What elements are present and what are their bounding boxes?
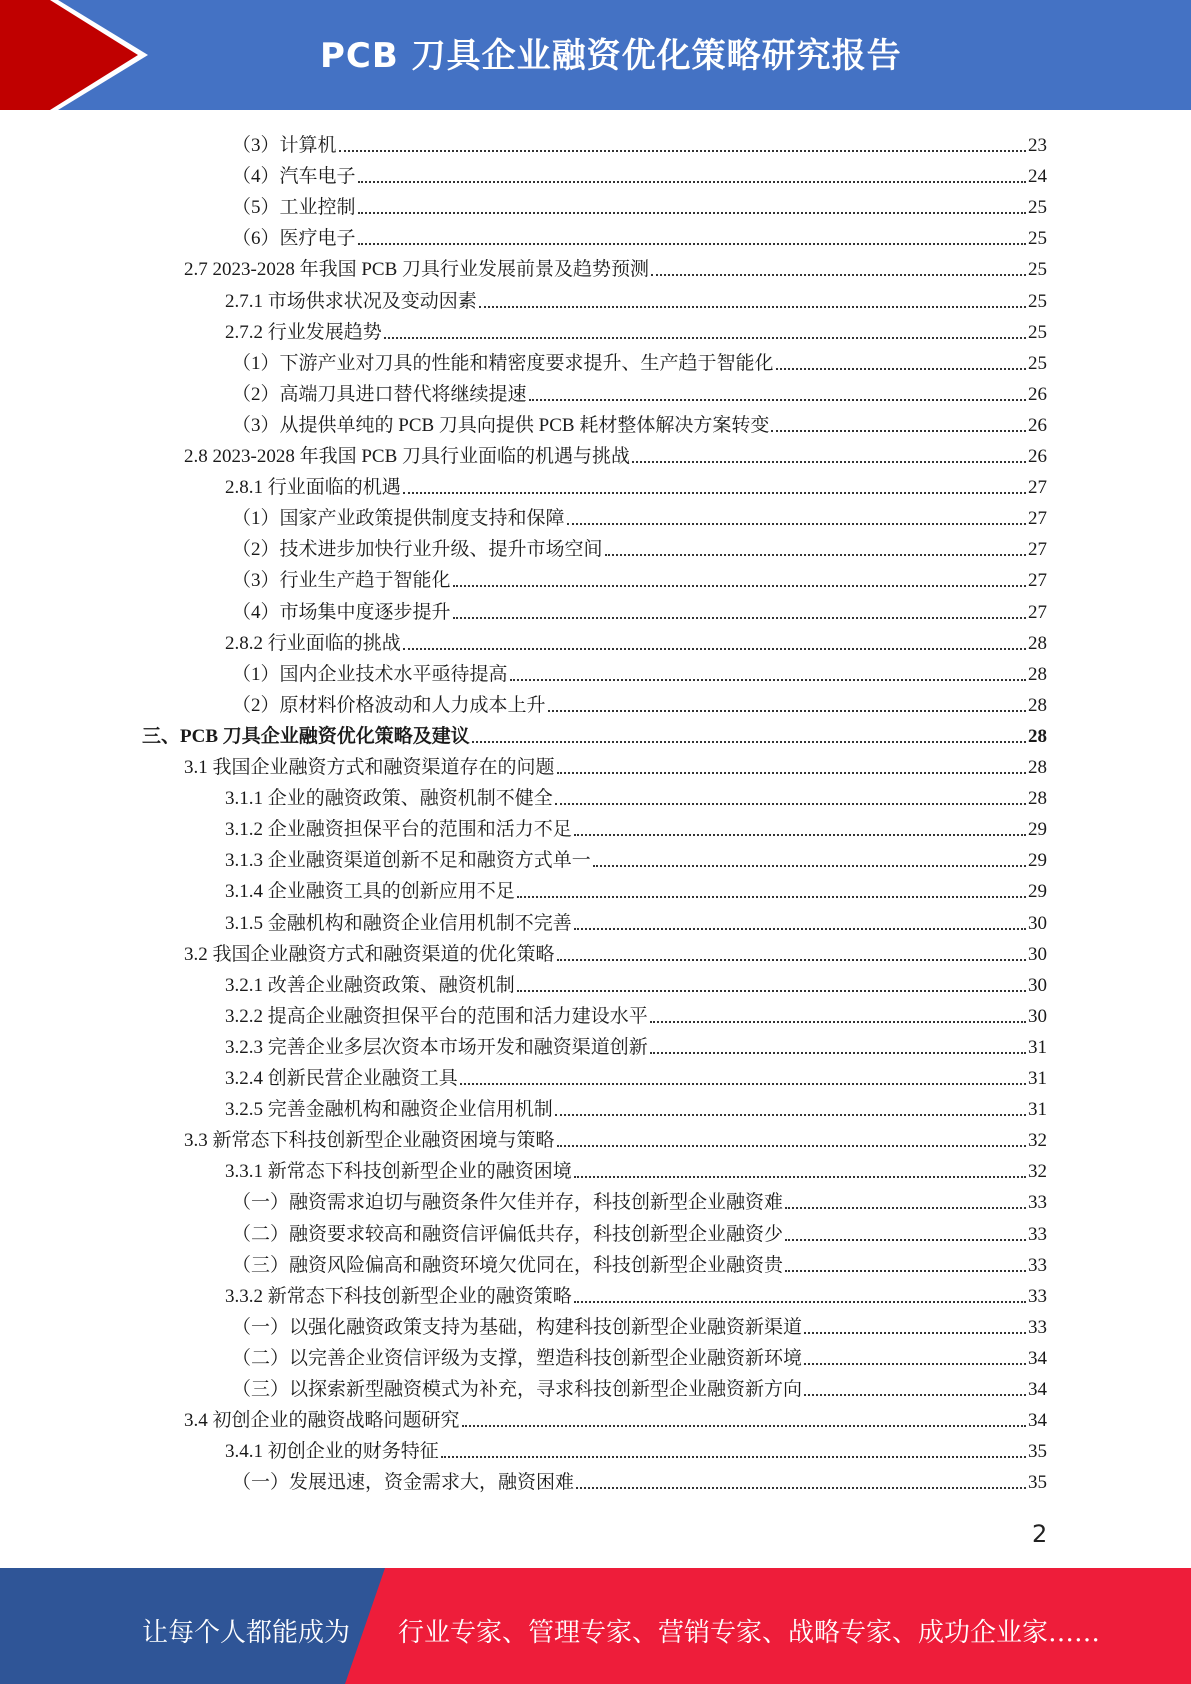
toc-entry-page: 30 bbox=[1028, 912, 1047, 934]
toc-entry[interactable] bbox=[184, 749, 1047, 780]
toc-entry-title: （3）行业生产趋于智能化 bbox=[232, 570, 451, 592]
toc-entry-page: 33 bbox=[1028, 1254, 1047, 1276]
toc-entry-page: 25 bbox=[1028, 197, 1047, 219]
footer-slogan-right: 行业专家、管理专家、营销专家、战略专家、成功企业家…… bbox=[398, 1618, 1101, 1648]
toc-entry-title: （1）下游产业对刀具的性能和精密度要求提升、生产趋于智能化 bbox=[232, 352, 774, 374]
toc-entry-title: 3.1.3 企业融资渠道创新不足和融资方式单一 bbox=[225, 850, 591, 872]
toc-entry-page: 27 bbox=[1028, 570, 1047, 592]
toc-entry-page: 27 bbox=[1028, 601, 1047, 623]
toc-dot-leader bbox=[804, 1332, 1026, 1334]
toc-entry[interactable] bbox=[142, 718, 1047, 749]
toc-entry[interactable] bbox=[232, 687, 1047, 718]
toc-dot-leader bbox=[785, 1207, 1026, 1209]
toc-entry-title: 3.3 新常态下科技创新型企业融资困境与策略 bbox=[184, 1130, 555, 1152]
toc-entry-title: 3.3.2 新常态下科技创新型企业的融资策略 bbox=[225, 1285, 572, 1307]
toc-dot-leader bbox=[441, 1456, 1026, 1458]
toc-dot-leader bbox=[358, 181, 1026, 183]
toc-entry-title: （5）工业控制 bbox=[232, 197, 356, 219]
toc-entry-page: 31 bbox=[1028, 1036, 1047, 1058]
page-number: 2 bbox=[1032, 1520, 1048, 1548]
toc-entry-title: （2）原材料价格波动和人力成本上升 bbox=[232, 694, 546, 716]
toc-entry-page: 30 bbox=[1028, 974, 1047, 996]
toc-entry-page: 25 bbox=[1028, 321, 1047, 343]
toc-entry[interactable] bbox=[225, 314, 1047, 345]
toc-dot-leader bbox=[358, 243, 1026, 245]
toc-entry-title: 3.1.4 企业融资工具的创新应用不足 bbox=[225, 881, 515, 903]
toc-dot-leader bbox=[339, 150, 1026, 152]
toc-entry-page: 32 bbox=[1028, 1130, 1047, 1152]
toc-entry-page: 30 bbox=[1028, 943, 1047, 965]
toc-entry-title: （1）国内企业技术水平亟待提高 bbox=[232, 663, 508, 685]
toc-dot-leader bbox=[785, 1270, 1026, 1272]
toc-dot-leader bbox=[557, 959, 1026, 961]
toc-entry-page: 28 bbox=[1028, 663, 1047, 685]
toc-entry[interactable] bbox=[184, 251, 1047, 282]
toc-dot-leader bbox=[403, 648, 1026, 650]
toc-dot-leader bbox=[548, 710, 1026, 712]
toc-entry-page: 27 bbox=[1028, 477, 1047, 499]
toc-entry[interactable] bbox=[225, 780, 1047, 811]
toc-entry-title: 3.3.1 新常态下科技创新型企业的融资困境 bbox=[225, 1161, 572, 1183]
toc-entry-page: 34 bbox=[1028, 1379, 1047, 1400]
toc-entry-title: （1）国家产业政策提供制度支持和保障 bbox=[232, 508, 565, 530]
toc-entry-page: 26 bbox=[1028, 383, 1047, 405]
toc-dot-leader bbox=[555, 803, 1026, 805]
toc-entry-title: （2）技术进步加快行业升级、提升市场空间 bbox=[232, 539, 603, 561]
toc-entry[interactable] bbox=[232, 1464, 1047, 1495]
toc-entry-title: （4）市场集中度逐步提升 bbox=[232, 601, 451, 623]
toc-entry[interactable] bbox=[232, 562, 1047, 593]
toc-dot-leader bbox=[555, 1114, 1026, 1116]
toc-dot-leader bbox=[574, 1301, 1026, 1303]
toc-entry[interactable] bbox=[225, 905, 1047, 936]
toc-entry-title: （三）以探索新型融资模式为补充，寻求科技创新型企业融资新方向 bbox=[232, 1379, 803, 1400]
toc-entry-title: （三）融资风险偏高和融资环境欠优同在，科技创新型企业融资贵 bbox=[232, 1254, 784, 1276]
toc-entry-title: （一）融资需求迫切与融资条件欠佳并存，科技创新型企业融资难 bbox=[232, 1192, 784, 1214]
toc-entry-page: 33 bbox=[1028, 1223, 1047, 1245]
toc-dot-leader bbox=[771, 430, 1026, 432]
toc-entry[interactable] bbox=[232, 1309, 1047, 1340]
toc-entry[interactable] bbox=[225, 1091, 1047, 1122]
page-header bbox=[0, 0, 1191, 110]
footer-slogan-left: 让每个人都能成为 bbox=[142, 1618, 351, 1648]
toc-entry-page: 28 bbox=[1028, 694, 1047, 716]
toc-entry-title: 3.1.5 金融机构和融资企业信用机制不完善 bbox=[225, 912, 572, 934]
page-footer bbox=[0, 1568, 1191, 1684]
toc-entry-page: 25 bbox=[1028, 259, 1047, 281]
toc-dot-leader bbox=[574, 834, 1026, 836]
toc-entry-page: 29 bbox=[1028, 850, 1047, 872]
toc-dot-leader bbox=[529, 399, 1026, 401]
toc-dot-leader bbox=[650, 1052, 1026, 1054]
toc-dot-leader bbox=[785, 1239, 1026, 1241]
toc-entry-page: 33 bbox=[1028, 1192, 1047, 1214]
toc-dot-leader bbox=[557, 772, 1026, 774]
toc-entry-title: 3.2.5 完善金融机构和融资企业信用机制 bbox=[225, 1099, 553, 1121]
toc-entry[interactable] bbox=[232, 531, 1047, 562]
toc-entry[interactable] bbox=[232, 500, 1047, 531]
toc-entry-title: 3.4 初创企业的融资战略问题研究 bbox=[184, 1410, 460, 1432]
toc-entry[interactable] bbox=[232, 1216, 1047, 1247]
toc-entry[interactable] bbox=[232, 189, 1047, 220]
toc-entry-page: 27 bbox=[1028, 508, 1047, 530]
toc-entry[interactable] bbox=[225, 967, 1047, 998]
toc-dot-leader bbox=[472, 741, 1026, 743]
red-chevron-decoration bbox=[0, 0, 170, 110]
toc-entry-page: 34 bbox=[1028, 1347, 1047, 1369]
toc-entry-page: 33 bbox=[1028, 1316, 1047, 1338]
toc-entry-title: （二）以完善企业资信评级为支撑，塑造科技创新型企业融资新环境 bbox=[232, 1347, 803, 1369]
toc-entry-title: （3）计算机 bbox=[232, 135, 337, 156]
toc-dot-leader bbox=[804, 1394, 1026, 1396]
toc-entry-page: 31 bbox=[1028, 1068, 1047, 1089]
toc-dot-leader bbox=[479, 306, 1026, 308]
toc-entry[interactable] bbox=[184, 438, 1047, 469]
toc-entry[interactable] bbox=[232, 158, 1047, 189]
toc-entry[interactable] bbox=[232, 345, 1047, 376]
toc-entry-title: 3.2.4 创新民营企业融资工具 bbox=[225, 1068, 458, 1089]
toc-entry[interactable] bbox=[184, 936, 1047, 967]
toc-entry[interactable] bbox=[225, 842, 1047, 873]
toc-entry-title: 3.4.1 初创企业的财务特征 bbox=[225, 1441, 439, 1463]
toc-entry[interactable] bbox=[225, 625, 1047, 656]
toc-dot-leader bbox=[453, 585, 1026, 587]
toc-entry-page: 23 bbox=[1028, 135, 1047, 156]
toc-entry-title: （一）以强化融资政策支持为基础，构建科技创新型企业融资新渠道 bbox=[232, 1316, 803, 1338]
report-title: PCB 刀具企业融资优化策略研究报告 bbox=[320, 36, 902, 76]
toc-dot-leader bbox=[517, 896, 1026, 898]
toc-entry-page: 27 bbox=[1028, 539, 1047, 561]
toc-entry-page: 26 bbox=[1028, 446, 1047, 467]
toc-dot-leader bbox=[574, 1176, 1026, 1178]
toc-dot-leader bbox=[605, 554, 1026, 556]
toc-dot-leader bbox=[517, 990, 1026, 992]
toc-entry-page: 35 bbox=[1028, 1472, 1047, 1494]
toc-entry-page: 30 bbox=[1028, 1005, 1047, 1027]
toc-dot-leader bbox=[403, 492, 1026, 494]
toc-entry-page: 25 bbox=[1028, 352, 1047, 374]
toc-entry-title: 3.2 我国企业融资方式和融资渠道的优化策略 bbox=[184, 943, 555, 965]
toc-entry[interactable] bbox=[225, 1433, 1047, 1464]
toc-entry[interactable] bbox=[232, 656, 1047, 687]
toc-entry-page: 33 bbox=[1028, 1285, 1047, 1307]
toc-entry-title: 2.7.2 行业发展趋势 bbox=[225, 321, 382, 343]
toc-dot-leader bbox=[574, 928, 1026, 930]
toc-entry-title: （2）高端刀具进口替代将继续提速 bbox=[232, 383, 527, 405]
toc-entry-title: 3.2.1 改善企业融资政策、融资机制 bbox=[225, 974, 515, 996]
toc-entry-title: 2.8.1 行业面临的机遇 bbox=[225, 477, 401, 499]
toc-entry[interactable] bbox=[225, 283, 1047, 314]
toc-entry-title: 2.8.2 行业面临的挑战 bbox=[225, 632, 401, 654]
toc-dot-leader bbox=[384, 337, 1026, 339]
toc-entry-title: （6）医疗电子 bbox=[232, 228, 356, 250]
toc-entry[interactable] bbox=[225, 873, 1047, 904]
toc-dot-leader bbox=[510, 679, 1026, 681]
toc-entry-page: 25 bbox=[1028, 228, 1047, 250]
toc-dot-leader bbox=[460, 1083, 1026, 1085]
toc-entry[interactable] bbox=[232, 376, 1047, 407]
toc-dot-leader bbox=[557, 1145, 1026, 1147]
toc-dot-leader bbox=[358, 212, 1026, 214]
toc-entry-page: 32 bbox=[1028, 1161, 1047, 1183]
toc-entry-page: 34 bbox=[1028, 1410, 1047, 1432]
toc-dot-leader bbox=[593, 865, 1026, 867]
toc-entry-page: 29 bbox=[1028, 881, 1047, 903]
toc-entry-page: 29 bbox=[1028, 819, 1047, 841]
toc-entry[interactable] bbox=[232, 220, 1047, 251]
toc-dot-leader bbox=[804, 1363, 1026, 1365]
toc-entry[interactable] bbox=[225, 1153, 1047, 1184]
toc-dot-leader bbox=[576, 1487, 1026, 1489]
toc-entry[interactable] bbox=[232, 594, 1047, 625]
toc-entry[interactable] bbox=[225, 469, 1047, 500]
toc-entry-page: 26 bbox=[1028, 414, 1047, 436]
toc-entry-page: 28 bbox=[1028, 632, 1047, 654]
toc-entry[interactable] bbox=[225, 998, 1047, 1029]
toc-dot-leader bbox=[651, 274, 1026, 276]
toc-entry[interactable] bbox=[184, 1122, 1047, 1153]
toc-dot-leader bbox=[567, 523, 1026, 525]
toc-entry-title: 3.2.2 提高企业融资担保平台的范围和活力建设水平 bbox=[225, 1005, 648, 1027]
toc-entry-title: 2.8 2023-2028 年我国 PCB 刀具行业面临的机遇与挑战 bbox=[184, 446, 630, 467]
toc-entry-page: 24 bbox=[1028, 166, 1047, 188]
toc-entry[interactable] bbox=[232, 1371, 1047, 1402]
toc-dot-leader bbox=[453, 617, 1026, 619]
toc-entry[interactable] bbox=[232, 1340, 1047, 1371]
toc-entry[interactable] bbox=[225, 1029, 1047, 1060]
toc-entry-title: 3.2.3 完善企业多层次资本市场开发和融资渠道创新 bbox=[225, 1036, 648, 1058]
toc-dot-leader bbox=[632, 461, 1026, 463]
toc-entry-page: 28 bbox=[1028, 757, 1047, 778]
toc-entry[interactable] bbox=[184, 1402, 1047, 1433]
toc-entry[interactable] bbox=[225, 811, 1047, 842]
toc-entry-title: （一）发展迅速，资金需求大，融资困难 bbox=[232, 1472, 575, 1494]
toc-entry-page: 31 bbox=[1028, 1099, 1047, 1121]
toc-dot-leader bbox=[776, 368, 1026, 370]
toc-entry-page: 28 bbox=[1028, 725, 1047, 747]
toc-entry-page: 25 bbox=[1028, 290, 1047, 312]
toc-entry[interactable] bbox=[232, 1247, 1047, 1278]
toc-entry-title: 3.1.2 企业融资担保平台的范围和活力不足 bbox=[225, 819, 572, 841]
toc-entry[interactable] bbox=[225, 1060, 1047, 1091]
toc-entry-page: 35 bbox=[1028, 1441, 1047, 1463]
toc-entry[interactable] bbox=[232, 407, 1047, 438]
toc-entry[interactable] bbox=[225, 1278, 1047, 1309]
toc-entry-title: （二）融资要求较高和融资信评偏低共存，科技创新型企业融资少 bbox=[232, 1223, 784, 1245]
toc-entry-title: （4）汽车电子 bbox=[232, 166, 356, 188]
toc-dot-leader bbox=[650, 1021, 1026, 1023]
toc-entry-title: 2.7 2023-2028 年我国 PCB 刀具行业发展前景及趋势预测 bbox=[184, 259, 649, 281]
toc-dot-leader bbox=[462, 1425, 1026, 1427]
toc-entry-page: 28 bbox=[1028, 788, 1047, 810]
toc-entry[interactable] bbox=[232, 127, 1047, 158]
toc-entry-title: 3.1 我国企业融资方式和融资渠道存在的问题 bbox=[184, 757, 555, 778]
toc-entry-title: 3.1.1 企业的融资政策、融资机制不健全 bbox=[225, 788, 553, 810]
toc-entry-title: 2.7.1 市场供求状况及变动因素 bbox=[225, 290, 477, 312]
toc-entry[interactable] bbox=[232, 1184, 1047, 1215]
toc-entry-title: 三、PCB 刀具企业融资优化策略及建议 bbox=[142, 725, 470, 747]
toc-entry-title: （3）从提供单纯的 PCB 刀具向提供 PCB 耗材整体解决方案转变 bbox=[232, 414, 770, 436]
